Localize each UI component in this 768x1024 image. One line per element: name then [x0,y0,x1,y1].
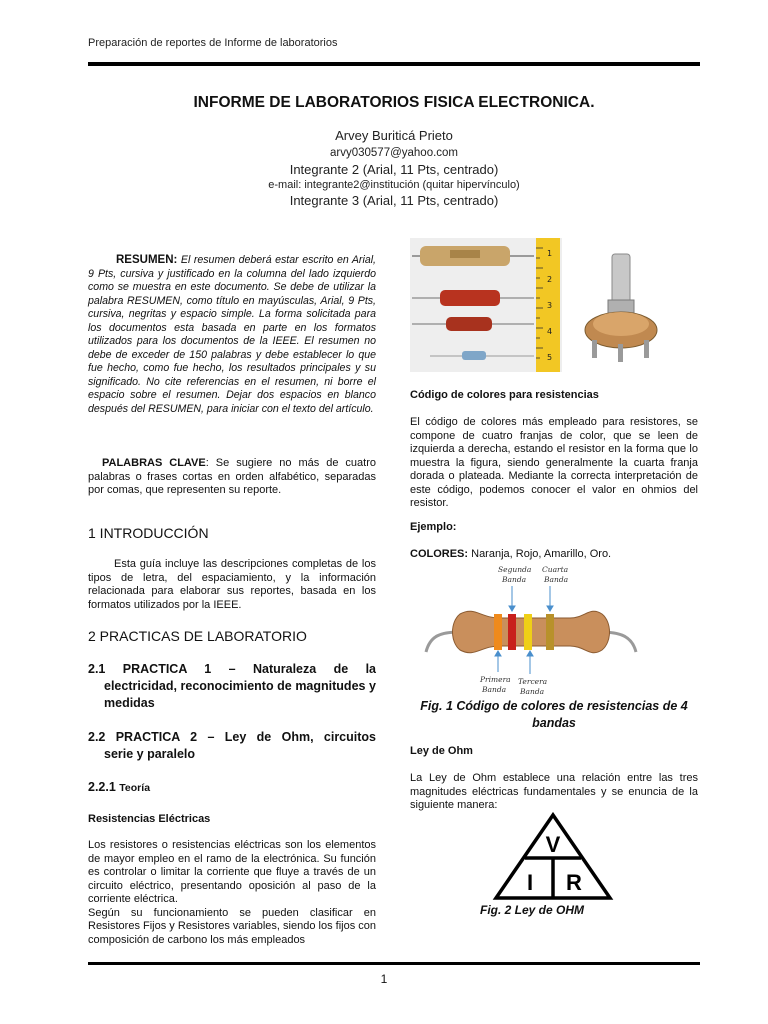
author-email: arvy030577@yahoo.com [329,147,459,159]
codigo-text: El código de colores más empleado para resistores, se compone de cuatro franjas de color, que se leen de izquierda a derecha, estando el resistor en la forma que lo muestra la figura, siendo generalmente la cuarta franja dorada o plateada. Mediante la correcta interpretación de este código, podemos conocer el valor en ohmios del resistor. [410,416,698,509]
resumen-text: El resumen deberá estar escrito en Arial, 9 Pts, cursiva y justificado en la columna del lado izquierdo como se muestra en este documento. Se debe de utilizar la palabra RESUMEN, como título en mayúsculas, Arial, 9 Pts, cursiva, negritas y espacio simple. La forma solicitada para los documentos esta basada en parte en los formatos utilizados para los documentos de la IEEE. El resumen no debe de exceder de 150 palabras y debe establecer lo que fue hecho, como fue hecho, los resultados principales y su significado. No cite referencias en el resumen, ni borre el espacio sobre el resumen. Dejar dos espacios en blanco después del RESUMEN, para iniciar con el texto del artículo. [88,254,377,415]
practica-1-line2: electricidad, reconocimiento de magnitudes y medidas [104,679,376,710]
label-primera: Primera [480,675,511,684]
label-cuarta-banda: Banda [544,575,569,584]
running-header: Preparación de reportes de Informe de laboratorios [88,37,338,49]
practica-2-heading [88,729,376,763]
teoria-label: Teoría [119,782,151,794]
ruler-digit: 4 [547,327,553,336]
integrante-2: Integrante 2 (Arial, 11 Pts, centrado) [289,162,499,177]
teoria-heading [88,780,376,794]
resistencias-heading: Resistencias Eléctricas [88,813,211,825]
ruler-digit: 1 [547,249,553,258]
label-segunda: Segunda [498,565,532,574]
label-segunda-banda: Banda [502,575,527,584]
figure-1-caption: Fig. 1 Código de colores de resistencias de 4 bandas [420,699,688,730]
intro-text: Esta guía incluye las descripciones completas de los tipos de letra, del espaciamiento, y la información relacionada para elaborar sus reportes, basada en los formatos utilizados por la IEEE. [88,558,376,611]
resistencias-paragraph-1: Los resistores o resistencias eléctricas son los elementos de mayor empleo en el ramo de la electrónica. Su función es controlar o limitar la corriente que fluye a través de un circuito eléctrico, presentando oposición al paso de la corriente eléctrica. [88,839,376,905]
potentiometer-shaft [612,254,630,304]
resistencias-text [88,839,376,947]
resistor-red-1 [440,290,500,306]
ruler-digit: 2 [547,275,553,284]
ruler-digit: 5 [547,353,553,362]
colores-line [410,548,698,560]
band-orange [494,614,502,650]
palabras-clave-text: : Se sugiere no más de cuatro palabras o frases cortas en orden alfabético, separadas por comas, que representen su reporte. [88,457,376,496]
colores-text: Naranja, Rojo, Amarillo, Oro. [468,548,612,560]
codigo-heading: Código de colores para resistencias [410,389,599,401]
footer-rule [88,962,700,965]
ruler-digit: 3 [547,301,553,310]
triangle-r: R [566,870,582,895]
ohm-triangle-figure [492,812,614,902]
palabras-clave-label: PALABRAS CLAVE [102,457,206,469]
ejemplo-heading: Ejemplo: [410,521,457,533]
integrante-3: Integrante 3 (Arial, 11 Pts, centrado) [289,193,499,208]
practica-1-line1: 2.1 PRACTICA 1 – Naturaleza de la [88,662,376,676]
teoria-number: 2.2.1 [88,780,116,794]
potentiometer-photo [578,252,662,372]
header-rule [88,62,700,66]
ley-ohm-text: La Ley de Ohm establece una relación entre las tres magnitudes eléctricas fundamentales y se enuncia de la siguiente manera: [410,772,698,811]
practica-2-line1: 2.2 PRACTICA 2 – Ley de Ohm, circuitos [88,730,376,744]
ley-ohm-heading: Ley de Ohm [410,745,473,757]
practicas-heading: 2 PRACTICAS DE LABORATORIO [88,628,307,644]
label-tercera-banda: Banda [520,687,545,696]
color-code-resistor-figure [420,562,650,700]
palabras-clave-paragraph [88,457,376,498]
triangle-v: V [545,832,561,857]
practica-1-heading [88,661,376,712]
label-tercera: Tercera [518,677,548,686]
resistor-red-2 [446,317,492,331]
band-red [508,614,516,650]
author-name: Arvey Buriticá Prieto [335,128,453,143]
triangle-i: I [526,870,534,895]
label-primera-banda: Banda [482,685,507,694]
integrante-2-email: e-mail: integrante2@institución (quitar hipervínculo) [268,179,520,191]
resistencias-paragraph-2: Según su funcionamiento se pueden clasificar en Resistores Fijos y Resistores variables, siendo los fijos con composición de carbono los más empleados [88,906,376,946]
practica-2-line2: serie y paralelo [104,747,196,761]
intro-heading: 1 INTRODUCCIÓN [88,525,209,541]
label-cuarta: Cuarta [542,565,569,574]
page-number: 1 [380,972,388,986]
resistor-small [462,351,486,360]
band-yellow [524,614,532,650]
resumen-label: RESUMEN: [116,254,178,266]
resistors-ruler-photo [410,238,562,372]
document-title: INFORME DE LABORATORIOS FISICA ELECTRONICA. [193,94,595,111]
resumen-paragraph [88,254,376,416]
band-gold [546,614,554,650]
figure-2-caption: Fig. 2 Ley de OHM [479,903,584,917]
colores-label: COLORES: [410,548,469,560]
